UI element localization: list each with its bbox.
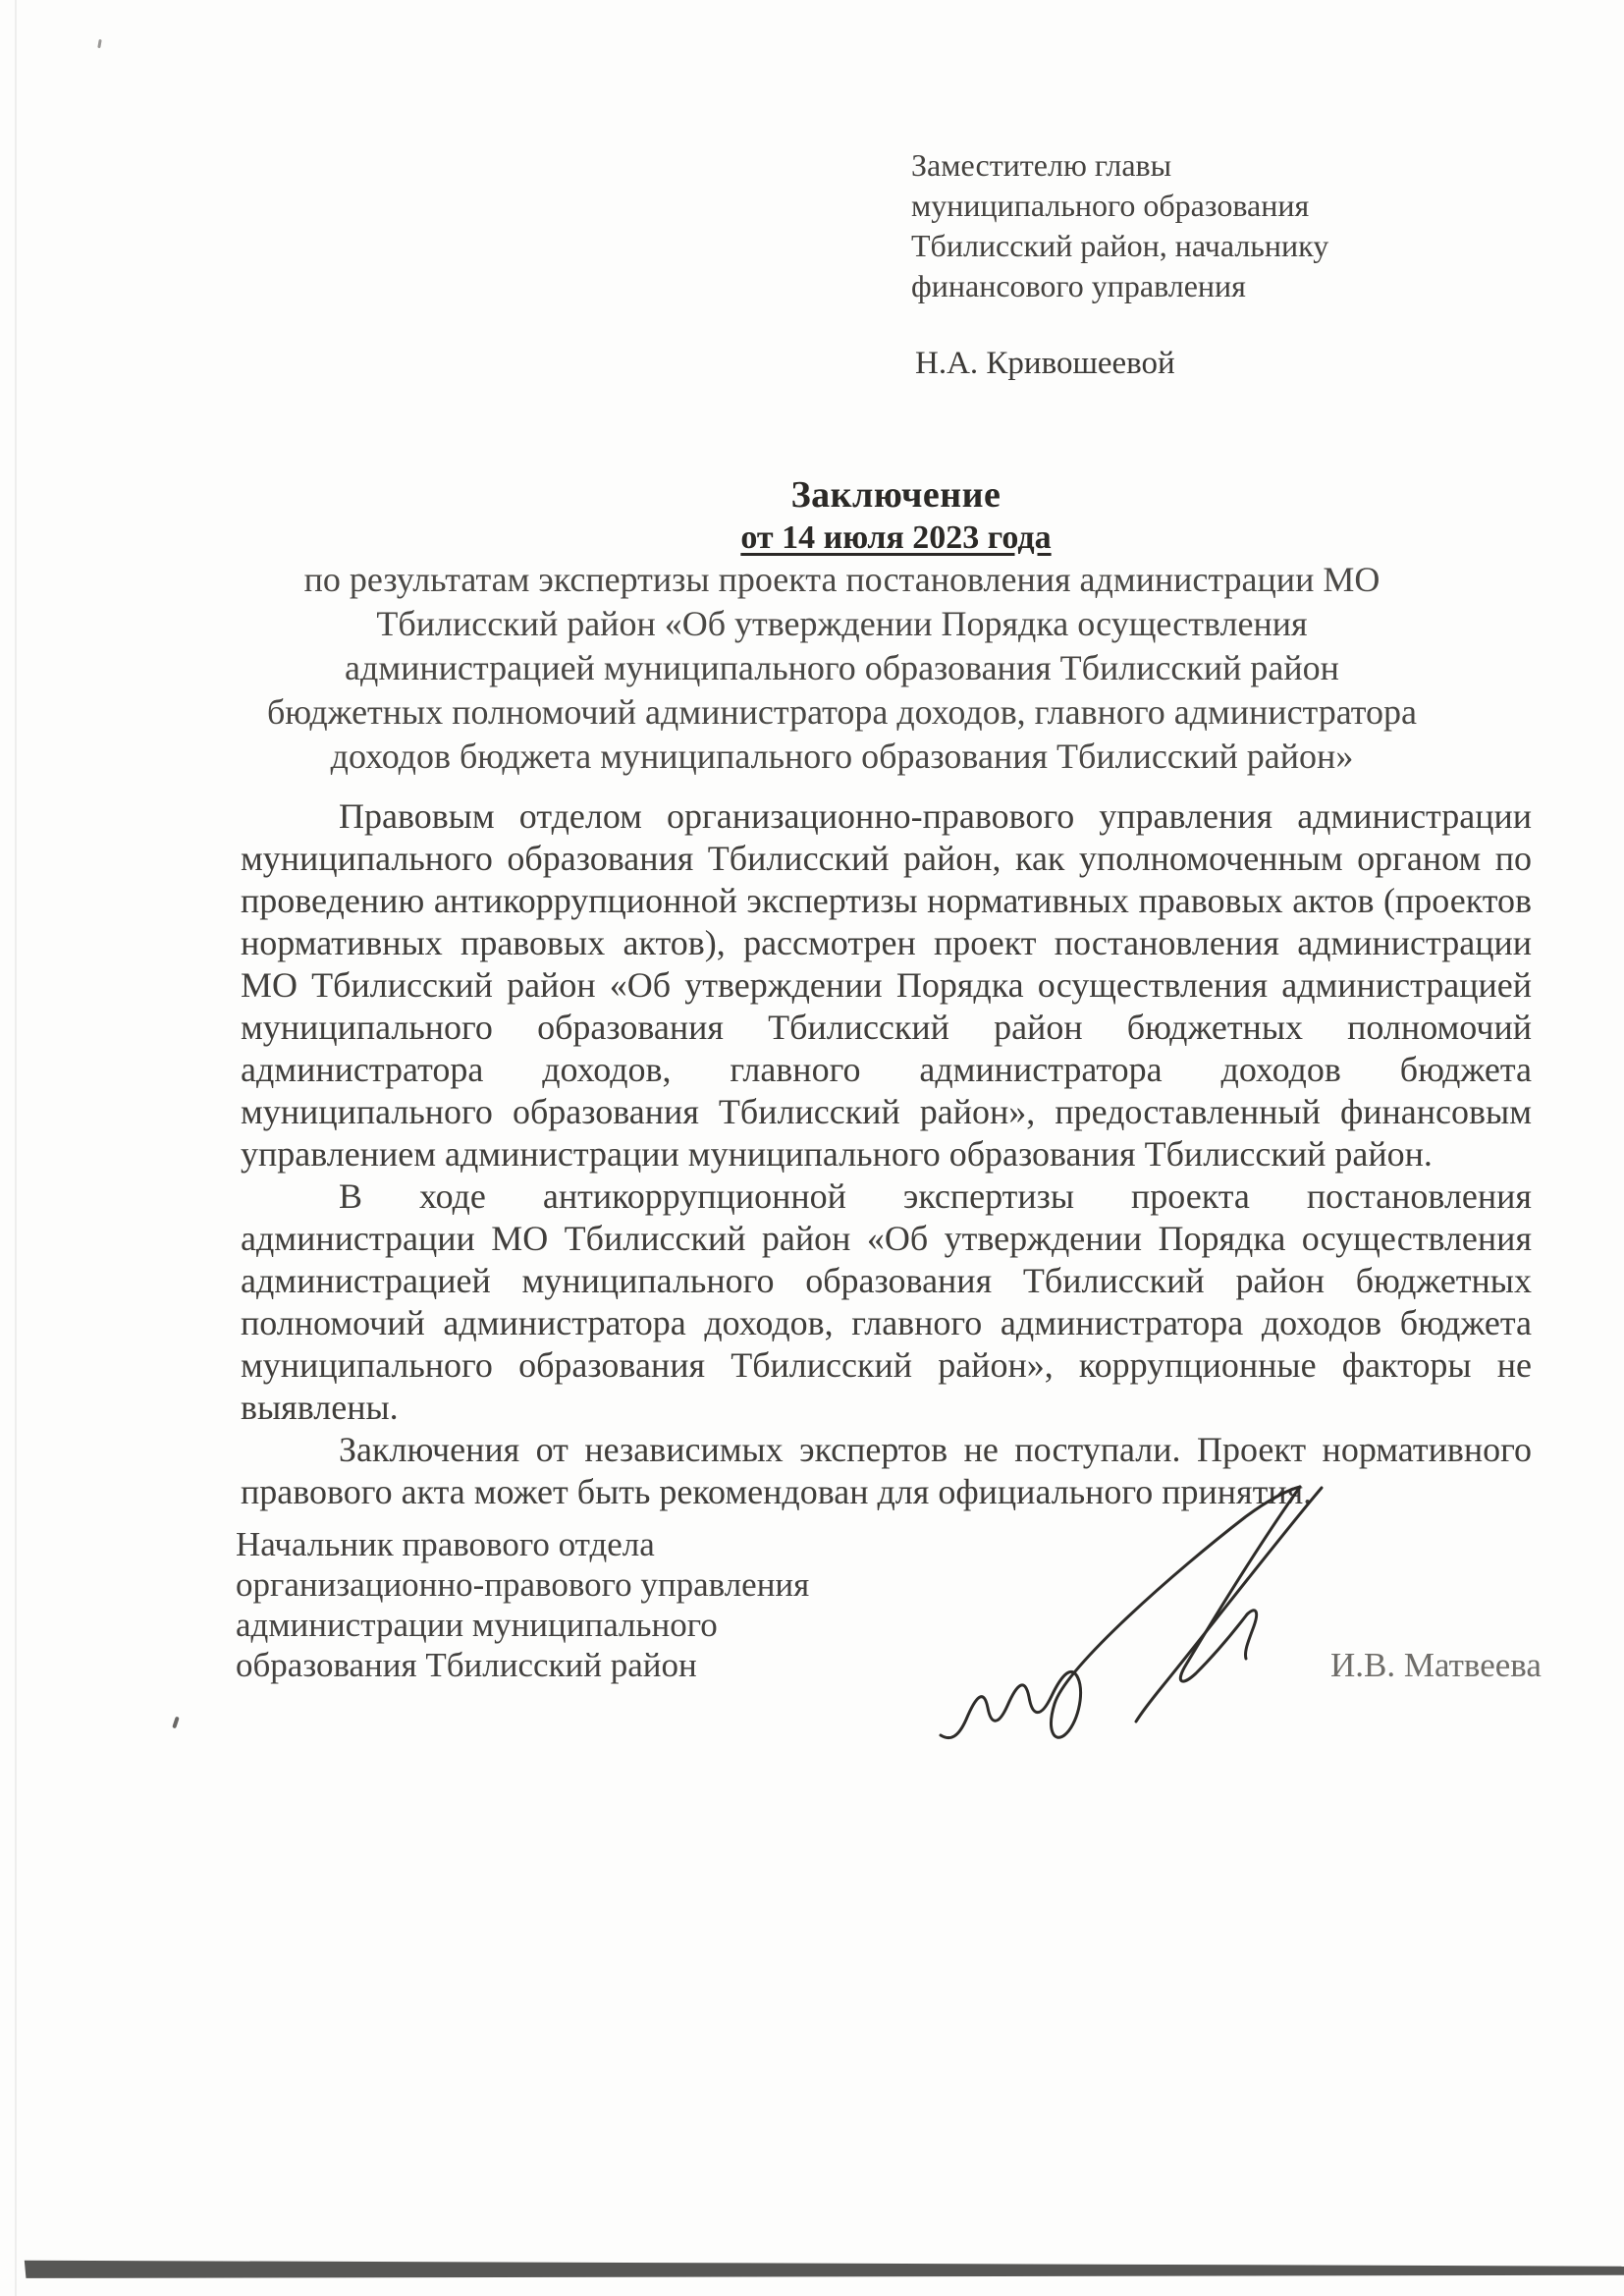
- signoff-position-line: администрации муниципального: [236, 1606, 718, 1644]
- recipient-name: Н.А. Кривошеевой: [915, 346, 1175, 381]
- document-body: [241, 795, 1532, 1513]
- document-subject-block: [196, 558, 1488, 779]
- addressee-line: Тбилисский район, начальнику: [911, 228, 1329, 263]
- addressee-line: муниципального образования: [911, 188, 1310, 223]
- handwritten-signature: [923, 1478, 1335, 1768]
- subject-line: администрацией муниципального образования Тбилисский район: [345, 648, 1339, 687]
- signoff-position-line: Начальник правового отдела: [236, 1525, 655, 1563]
- scan-edge-bar: [0, 2255, 1624, 2280]
- subject-line: Тбилисский район «Об утверждении Порядка осуществления: [376, 604, 1308, 643]
- subject-line: по результатам экспертизы проекта постановления администрации МО: [303, 560, 1380, 599]
- addressee-block: [911, 145, 1328, 306]
- addressee-line: финансового управления: [911, 268, 1246, 303]
- signer-name: И.В. Матвеева: [1330, 1646, 1542, 1684]
- body-paragraph: Заключения от независимых экспертов не поступали. Проект нормативного правового акта может быть рекомендован для официального принятия.: [241, 1430, 1532, 1511]
- addressee-line: Заместителю главы: [911, 147, 1172, 183]
- document-title-block: [241, 473, 1551, 560]
- signoff-position-block: [236, 1524, 809, 1685]
- signoff-position-line: образования Тбилисский район: [236, 1646, 697, 1684]
- subject-line: доходов бюджета муниципального образования Тбилисский район»: [330, 737, 1354, 776]
- body-paragraph: Правовым отделом организационно-правового управления администрации муниципального образования Тбилисский район, как уполномоченным органом по проведению антикоррупционной экспертизы нормативных правовых актов (проектов нормативных правовых актов), рассмотрен проект постановления администрации МО Тбилисский район «Об утверждении Порядка осуществления администрацией муниципального образования Тбилисский район бюджетных полномочий администратора доходов, главного администратора доходов бюджета муниципального образования Тбилисский район», предоставленный финансовым управлением администрации муниципального образования Тбилисский район.: [241, 796, 1532, 1174]
- signoff-position-line: организационно-правового управления: [236, 1565, 810, 1604]
- scan-crease-line: [15, 0, 17, 2296]
- document-date: от 14 июля 2023 года: [740, 519, 1052, 556]
- subject-line: бюджетных полномочий администратора доходов, главного администратора: [266, 692, 1418, 732]
- body-paragraph: В ходе антикоррупционной экспертизы проекта постановления администрации МО Тбилисский район «Об утверждении Порядка осуществления администрацией муниципального образования Тбилисский район бюджетных полномочий администратора доходов, главного администратора доходов бюджета муниципального образования Тбилисский район», коррупционные факторы не выявлены.: [241, 1176, 1532, 1427]
- scan-speck: [172, 1717, 180, 1729]
- scan-speck: [97, 39, 102, 48]
- document-title: Заключение: [790, 474, 1001, 516]
